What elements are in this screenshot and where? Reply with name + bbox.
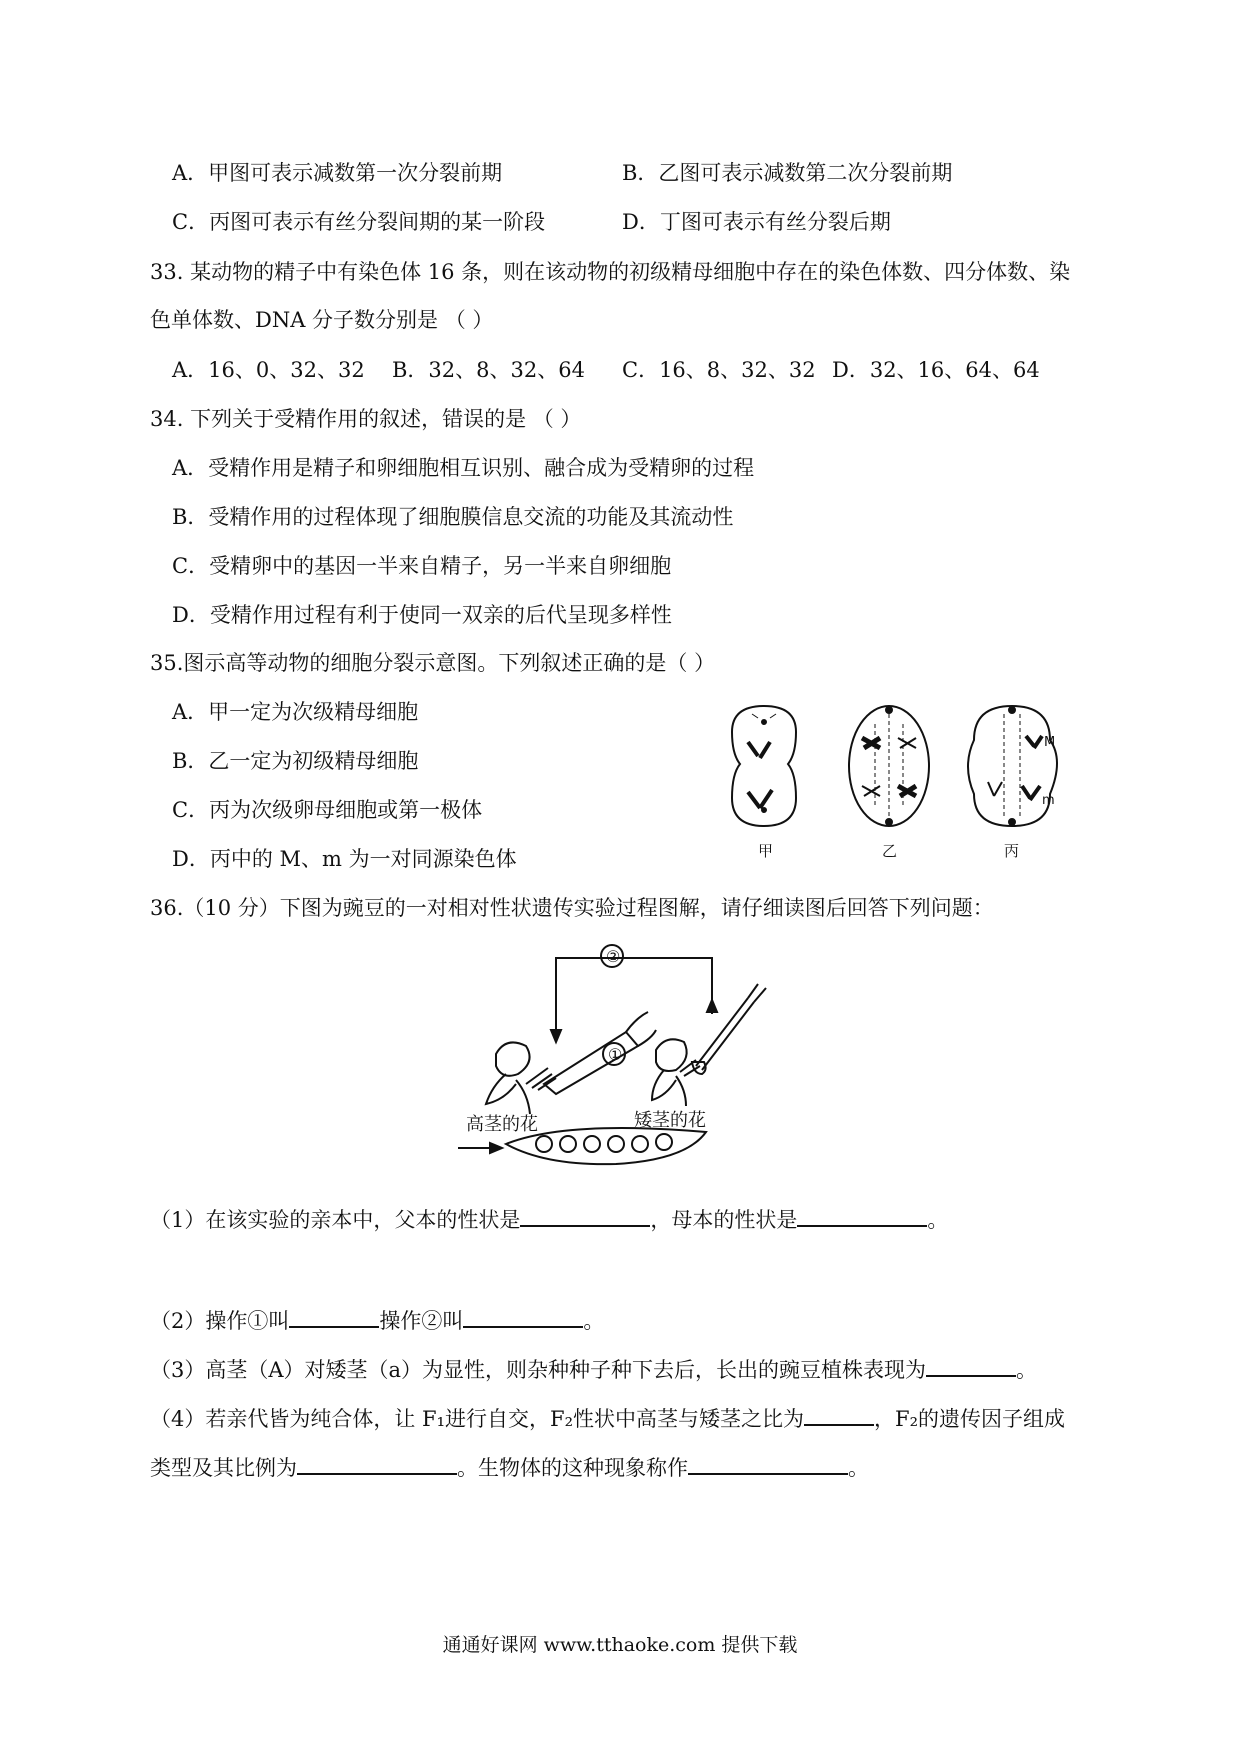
q36-sub4-text-d: 。生物体的这种现象称作: [457, 1456, 688, 1480]
short-flower: [652, 1039, 700, 1106]
chromosome-label-M: M: [1044, 735, 1056, 750]
q33-stem-line2: 色单体数、DNA 分子数分别是 （ ）: [150, 308, 494, 332]
pea-experiment-figure: [456, 934, 796, 1184]
answer-blank-f2-genotype-ratio[interactable]: [297, 1451, 457, 1475]
q36-sub4-text-b: ，F₂的遗传因子组成: [874, 1407, 1066, 1431]
q36-sub3: [150, 1353, 1037, 1385]
forceps-tool: [544, 1012, 656, 1094]
label-bing: 丙: [1004, 842, 1020, 860]
q36-sub3-text-a: （3）高茎（A）对矮茎（a）为显性，则杂种种子种下去后，长出的豌豆植株表现为: [150, 1358, 927, 1382]
q32-option-b: B．乙图可表示减数第二次分裂前期: [622, 161, 953, 185]
q36-sub1-text-a: （1）在该实验的亲本中，父本的性状是: [150, 1208, 521, 1232]
q36-sub3-text-b: 。: [1016, 1358, 1038, 1382]
cell-yi: [849, 706, 929, 826]
q33-option-a: A．16、0、32、32: [172, 358, 365, 382]
q33-option-c: C．16、8、32、32: [622, 358, 816, 382]
q33-stem-line1: 33. 某动物的精子中有染色体 16 条，则在该动物的初级精母细胞中存在的染色体数、四分体数、染: [150, 260, 1071, 284]
cell-jia: [732, 706, 796, 826]
q32-option-a: A．甲图可表示减数第一次分裂前期: [172, 161, 503, 185]
answer-blank-operation-1[interactable]: [289, 1304, 379, 1328]
q34-option-b: B．受精作用的过程体现了细胞膜信息交流的功能及其流动性: [172, 505, 734, 529]
q33-option-d: D．32、16、64、64: [832, 358, 1040, 382]
q36-sub1-text-c: 。: [927, 1208, 949, 1232]
cell-bing: [968, 706, 1057, 826]
q35-option-d: D．丙中的 M、m 为一对同源染色体: [172, 847, 517, 871]
q34-option-d: D．受精作用过程有利于使同一双亲的后代呈现多样性: [172, 603, 672, 627]
q36-sub4-text-a: （4）若亲代皆为纯合体，让 F₁进行自交，F₂性状中高茎与矮茎之比为: [150, 1407, 805, 1431]
q36-sub2: [150, 1304, 604, 1336]
q36-sub2-text-c: 。: [583, 1309, 605, 1333]
q35-option-a: A．甲一定为次级精母细胞: [172, 700, 419, 724]
q34-option-c: C．受精卵中的基因一半来自精子，另一半来自卵细胞: [172, 554, 672, 578]
q36-stem: 36.（10 分）下图为豌豆的一对相对性状遗传实验过程图解，请仔细读图后回答下列问题：: [150, 896, 994, 920]
q35-option-b: B．乙一定为初级精母细胞: [172, 749, 419, 773]
answer-blank-operation-2[interactable]: [463, 1304, 583, 1328]
q36-sub4-text-c: 类型及其比例为: [150, 1456, 297, 1480]
q34-stem: 34. 下列关于受精作用的叙述，错误的是 （ ）: [150, 407, 582, 431]
q32-option-d: D．丁图可表示有丝分裂后期: [622, 210, 891, 234]
label-jia: 甲: [758, 842, 774, 860]
q36-sub1-text-b: ，母本的性状是: [650, 1208, 798, 1232]
answer-blank-mother-trait[interactable]: [797, 1203, 927, 1227]
answer-blank-father-trait[interactable]: [520, 1203, 650, 1227]
tall-flower-label: 高茎的花: [466, 1114, 538, 1135]
q36-sub4-line2: [150, 1451, 869, 1483]
step1-label: ①: [608, 1045, 623, 1064]
answer-blank-f2-ratio[interactable]: [804, 1402, 874, 1426]
answer-blank-hybrid-phenotype[interactable]: [926, 1353, 1016, 1377]
q36-sub4-text-e: 。: [848, 1456, 869, 1480]
q36-sub2-text-b: 操作②叫: [379, 1309, 464, 1333]
chromosome-label-m: m: [1042, 793, 1055, 808]
q35-option-c: C．丙为次级卵母细胞或第一极体: [172, 798, 483, 822]
q32-option-c: C．丙图可表示有丝分裂间期的某一阶段: [172, 210, 546, 234]
q34-option-a: A．受精作用是精子和卵细胞相互识别、融合成为受精卵的过程: [172, 456, 755, 480]
q33-option-b: B．32、8、32、64: [392, 358, 585, 382]
tall-flower: [486, 1042, 556, 1114]
brush-tool: [692, 984, 766, 1074]
label-yi: 乙: [882, 842, 898, 860]
answer-blank-phenomenon-name[interactable]: [688, 1451, 848, 1475]
q36-sub2-text-a: （2）操作①叫: [150, 1309, 290, 1333]
cell-division-figure: [712, 700, 1082, 865]
step2-label: ②: [606, 947, 621, 966]
page-footer: 通通好课网 www.tthaoke.com 提供下载: [442, 1634, 798, 1656]
q36-sub1: [150, 1203, 948, 1235]
q35-stem: 35.图示高等动物的细胞分裂示意图。下列叙述正确的是（ ）: [150, 651, 716, 675]
short-flower-label: 矮茎的花: [634, 1110, 706, 1131]
q36-sub4-line1: [150, 1402, 1065, 1434]
